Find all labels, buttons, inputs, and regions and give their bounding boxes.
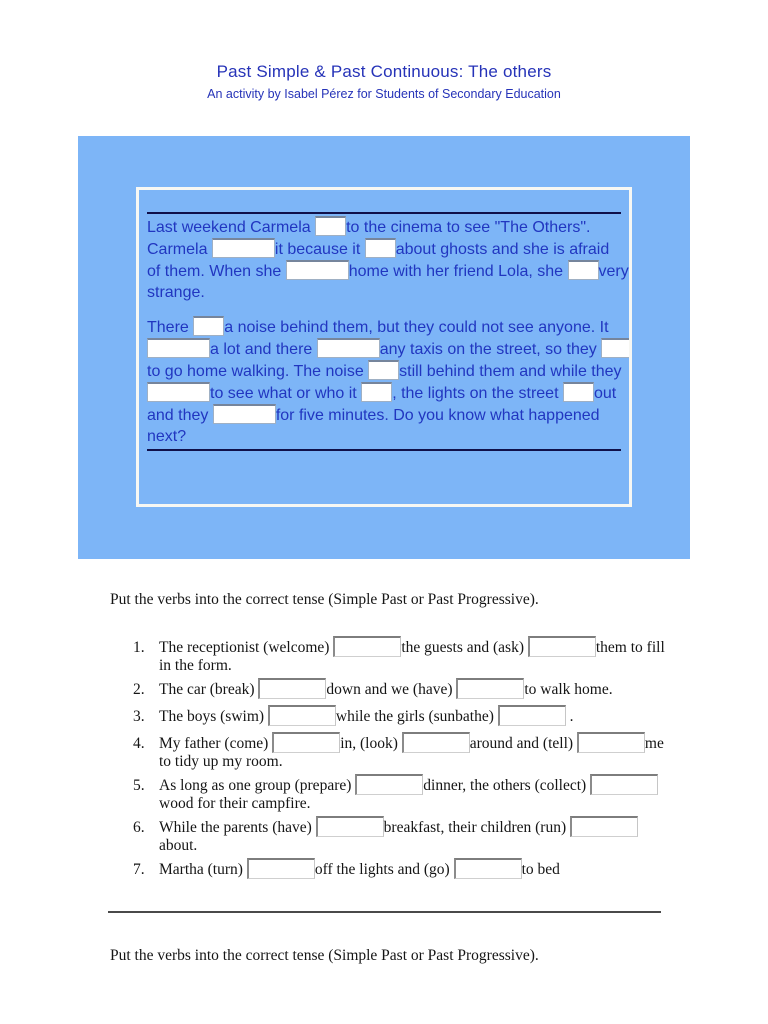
cloze-line [147,260,629,282]
cloze-line [147,426,621,447]
text-segment: to the cinema to see "The Others". [346,219,591,236]
cloze-line [147,382,621,404]
text-segment: next? [147,428,187,445]
item-line [159,657,665,675]
text-segment: about. [159,837,198,854]
text-segment: Martha (turn) [159,861,247,878]
item-line [159,753,664,771]
text-segment: in, (look) [340,735,402,752]
cloze-text [147,216,629,447]
exercise-item [133,774,663,813]
item-line [159,732,664,753]
item-number: 7. [133,861,145,878]
item-body [159,636,665,675]
cloze-input[interactable] [368,360,399,380]
item-line [159,636,665,657]
text-segment: The boys (swim) [159,708,268,725]
answer-input[interactable] [590,774,658,795]
text-segment: There [147,319,194,336]
text-segment: and they [147,407,213,424]
blue-panel [78,136,690,559]
item-number: 3. [133,708,145,725]
text-segment: a lot and there [210,341,317,358]
item-body [159,705,663,729]
cloze-input[interactable] [315,216,346,236]
text-segment: in the form. [159,657,232,674]
cloze-input[interactable] [212,238,275,258]
text-segment: while the girls (sunbathe) [335,708,498,725]
text-segment: My father (come) [159,735,273,752]
item-body [159,678,663,702]
exercise-instruction: Put the verbs into the correct tense (Simple Past or Past Progressive). [110,591,539,608]
cloze-line [147,404,621,426]
item-line [159,816,663,837]
exercise-item [133,816,663,855]
text-segment: of them. When she [147,263,286,280]
answer-input[interactable] [268,705,336,726]
text-segment: me [644,735,664,752]
text-segment: breakfast, their children (run) [383,819,571,836]
text-segment: them to fill [595,639,665,656]
text-segment: While the parents (have) [159,819,316,836]
text-segment: a noise behind them, but they could not see anyone. It [224,319,609,336]
item-body [159,858,663,882]
text-segment: dinner, the others (collect) [423,777,591,794]
answer-input[interactable] [355,774,423,795]
text-segment: The car (break) [159,681,259,698]
item-body [159,732,664,771]
text-segment: about ghosts and she is afraid [395,241,610,258]
bottom-divider [147,449,621,451]
cloze-line [147,216,621,238]
cloze-line [147,282,621,303]
exercise-list [110,636,663,882]
item-number: 5. [133,777,145,794]
text-segment: out [593,385,617,402]
cloze-input[interactable] [361,382,392,402]
exercise-item [133,705,663,729]
text-segment: around and (tell) [469,735,577,752]
answer-input[interactable] [577,732,645,753]
text-segment: . [565,708,574,725]
exercise-instruction-repeat: Put the verbs into the correct tense (Simple Past or Past Progressive). [110,947,539,964]
text-segment: home with her friend Lola, she [348,263,568,280]
item-number: 1. [133,639,145,656]
text-segment: Carmela [147,241,212,258]
item-number: 2. [133,681,145,698]
answer-input[interactable] [258,678,326,699]
cloze-line [147,338,621,360]
text-segment: to see what or who it [210,385,362,402]
text-segment: to walk home. [524,681,613,698]
cloze-input[interactable] [213,404,276,424]
item-line [159,795,663,813]
inner-frame [136,187,632,507]
cloze-paragraph [147,216,629,303]
answer-input[interactable] [498,705,566,726]
cloze-paragraph [147,316,621,447]
cloze-input[interactable] [286,260,349,280]
cloze-input[interactable] [147,382,210,402]
text-segment: any taxis on the street, so they [379,341,602,358]
cloze-input[interactable] [568,260,599,280]
cloze-input[interactable] [365,238,396,258]
item-line [159,705,663,726]
exercise-section [110,591,663,885]
cloze-input[interactable] [147,338,210,358]
exercise-item [133,678,663,702]
text-segment: down and we (have) [326,681,457,698]
text-segment: it because it [274,241,365,258]
cloze-input[interactable] [317,338,380,358]
text-segment: to bed [521,861,560,878]
cloze-line [147,316,621,338]
item-body [159,816,663,855]
item-number: 6. [133,819,145,836]
answer-input[interactable] [402,732,470,753]
text-segment: wood for their campfire. [159,795,311,812]
item-line [159,858,663,879]
text-segment: still behind them and while they [399,363,622,380]
cloze-line [147,360,621,382]
item-line [159,837,663,855]
text-segment: strange. [147,284,205,301]
answer-input[interactable] [570,816,638,837]
cloze-input[interactable] [601,338,632,358]
text-segment: to tidy up my room. [159,753,283,770]
text-segment: The receptionist (welcome) [159,639,334,656]
answer-input[interactable] [272,732,340,753]
text-segment: the guests and (ask) [401,639,528,656]
item-body [159,774,663,813]
text-segment: As long as one group (prepare) [159,777,356,794]
answer-input[interactable] [528,636,596,657]
answer-input[interactable] [247,858,315,879]
answer-input[interactable] [333,636,401,657]
text-segment: off the lights and (go) [314,861,454,878]
text-segment: , the lights on the street [392,385,563,402]
cloze-input[interactable] [563,382,594,402]
answer-input[interactable] [316,816,384,837]
cloze-input[interactable] [193,316,224,336]
answer-input[interactable] [454,858,522,879]
text-segment: for five minutes. Do you know what happened [275,407,600,424]
exercise-item [133,636,663,675]
text-segment: Last weekend Carmela [147,219,316,236]
text-segment: very [598,263,629,280]
answer-input[interactable] [456,678,524,699]
item-line [159,678,663,699]
text-segment: to go home walking. The noise [147,363,369,380]
item-number: 4. [133,735,145,752]
exercise-item [133,858,663,882]
top-divider [147,212,621,214]
page-title: Past Simple & Past Continuous: The others [216,62,552,81]
item-line [159,774,663,795]
page-subtitle: An activity by Isabel Pérez for Students of Secondary Education [207,87,561,101]
section-divider [108,911,661,913]
exercise-item [133,732,663,771]
document-header [0,62,768,101]
cloze-line [147,238,621,260]
